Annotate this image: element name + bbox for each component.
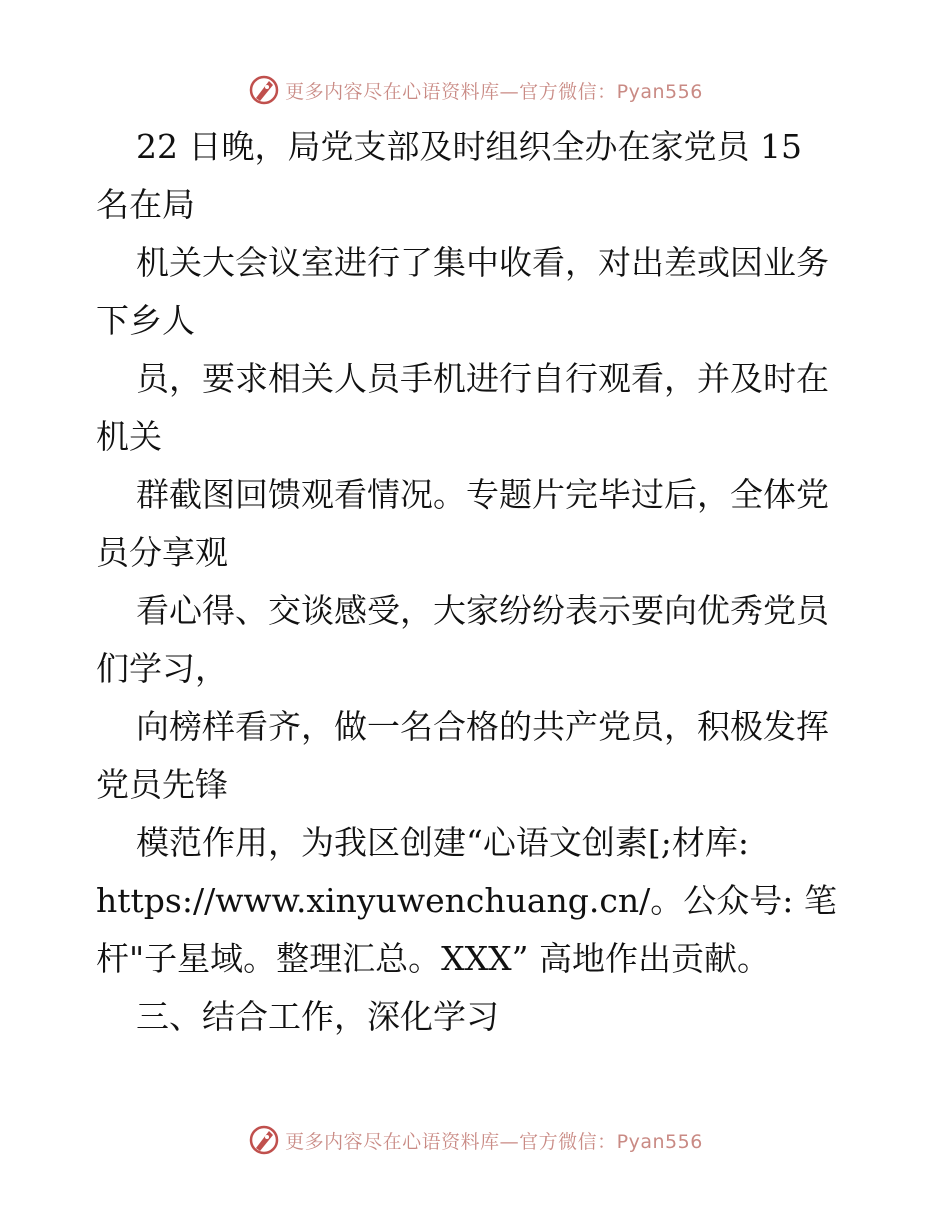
body-line: https://www.xinyuwenchuang.cn/。公众号: 笔 (96, 881, 837, 920)
body-line: 看心得、交谈感受，大家纷纷表示要向优秀党员 (136, 591, 829, 630)
body-line: 员，要求相关人员手机进行自行观看，并及时在 (136, 359, 829, 398)
pen-nib-logo-icon (247, 73, 281, 107)
watermark-text: 更多内容尽在心语资料库—官方微信：Pyan556 (285, 1130, 703, 1153)
body-line: 员分享观 (96, 533, 228, 572)
document-body (96, 118, 866, 1046)
body-line: 下乡人 (96, 301, 195, 340)
body-line: 机关 (96, 417, 162, 456)
body-line: 杆"子星域。整理汇总。XXX” 高地作出贡献。 (96, 939, 771, 978)
body-line: 群截图回馈观看情况。专题片完毕过后，全体党 (136, 475, 829, 514)
pen-nib-logo-icon (247, 1123, 281, 1157)
body-line: 22 日晚，局党支部及时组织全办在家党员 15 (136, 127, 802, 166)
body-line: 名在局 (96, 185, 195, 224)
body-line: 机关大会议室进行了集中收看，对出差或因业务 (136, 243, 829, 282)
body-line: 们学习， (96, 649, 228, 688)
body-line: 党员先锋 (96, 765, 228, 804)
body-line: 模范作用，为我区创建“心语文创素[;材库: (136, 823, 749, 862)
watermark-footer (0, 1120, 950, 1160)
body-line: 向榜样看齐，做一名合格的共产党员，积极发挥 (136, 707, 829, 746)
watermark-text: 更多内容尽在心语资料库—官方微信：Pyan556 (285, 80, 703, 103)
section-heading: 三、结合工作，深化学习 (136, 997, 499, 1036)
watermark-header (0, 70, 950, 110)
